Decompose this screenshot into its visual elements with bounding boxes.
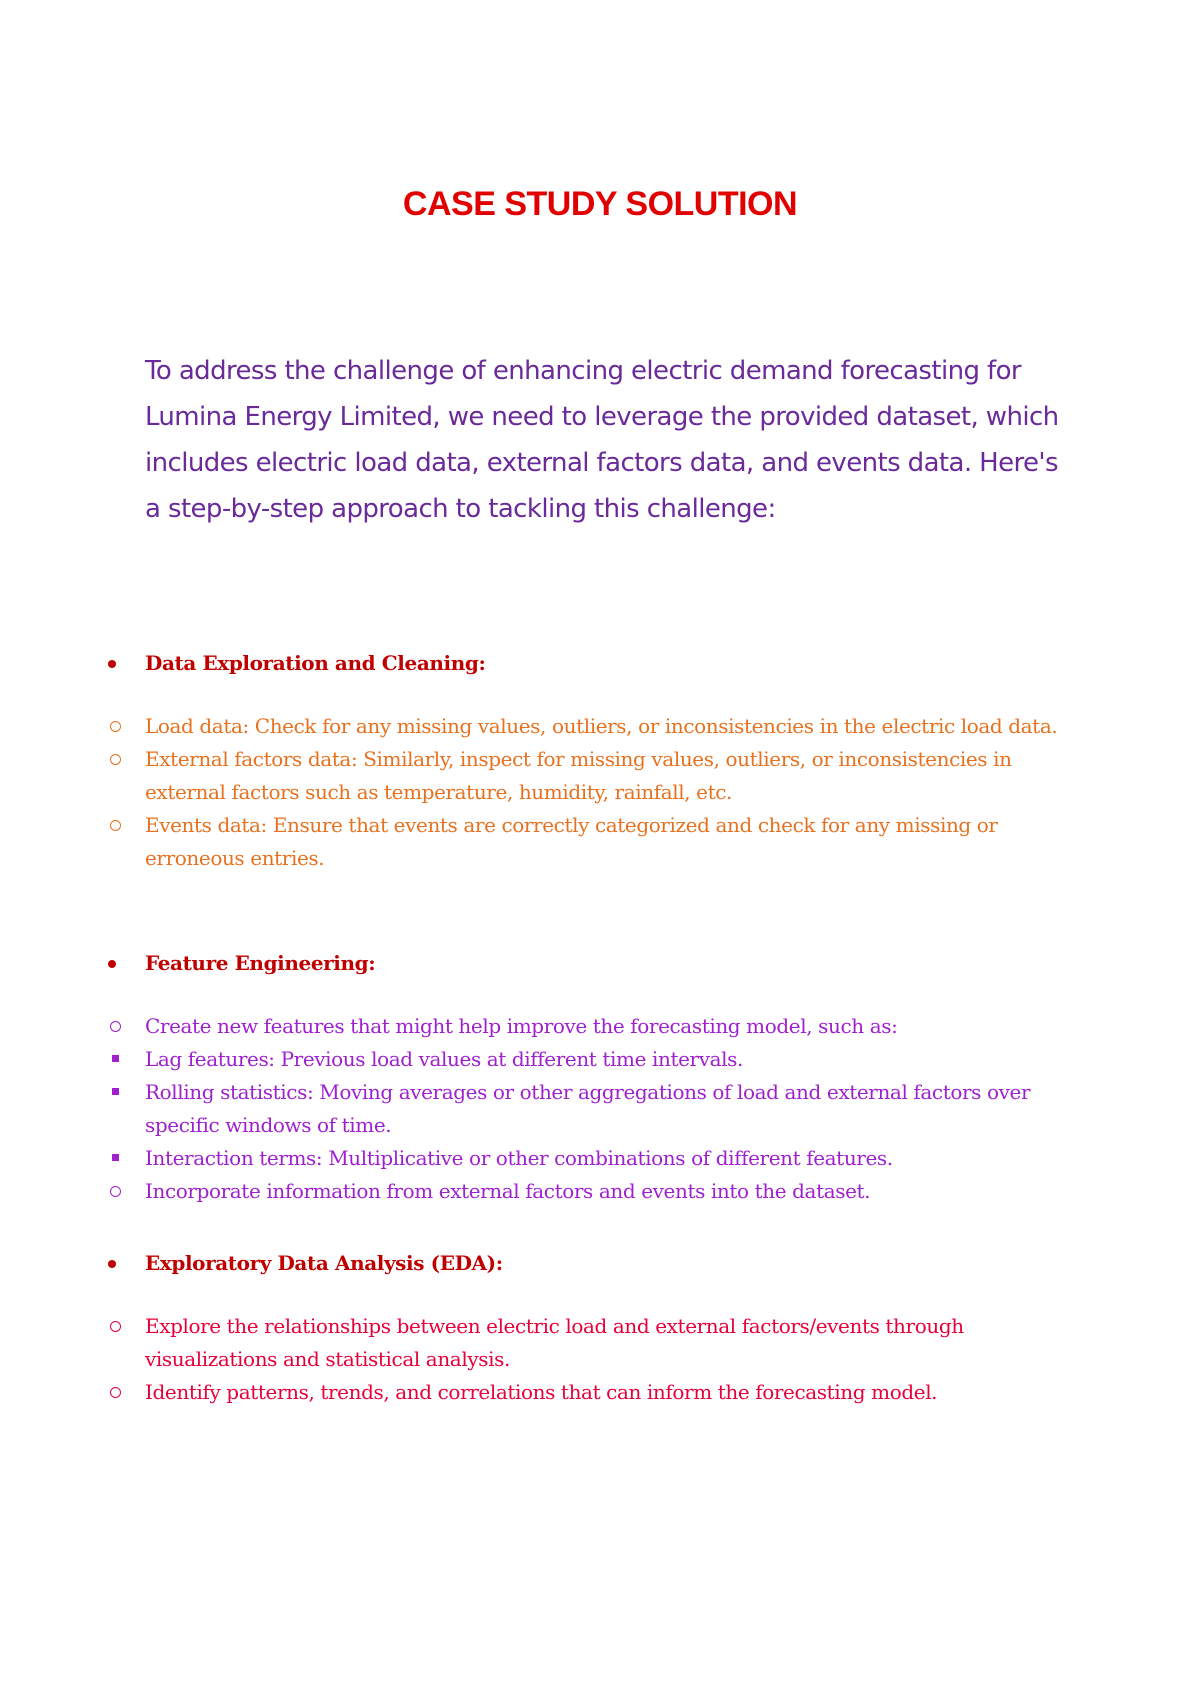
circle-outline-icon <box>105 1310 125 1343</box>
page-title: CASE STUDY SOLUTION <box>402 185 798 223</box>
circle-outline-icon <box>105 710 125 743</box>
list-item-text: Interaction terms: Multiplicative or other combinations of different features. <box>145 1146 893 1170</box>
square-bullet-icon <box>105 1043 125 1076</box>
section-item-list <box>0 1010 1200 1208</box>
section-heading-text: Feature Engineering: <box>145 951 376 975</box>
list-item <box>0 743 1080 809</box>
list-item-text: Create new features that might help improve the forecasting model, such as: <box>145 1014 898 1038</box>
section-heading <box>0 646 1200 680</box>
circle-outline-icon <box>105 1175 125 1208</box>
list-item-text: Rolling statistics: Moving averages or other aggregations of load and external factors over specific windows of time. <box>145 1080 1031 1137</box>
list-item-text: Identify patterns, trends, and correlations that can inform the forecasting model. <box>145 1380 938 1404</box>
list-item <box>0 809 1080 875</box>
filled-bullet-icon <box>108 960 116 968</box>
circle-outline-icon <box>105 743 125 776</box>
list-item-text: Explore the relationships between electric load and external factors/events through visualizations and statistical analysis. <box>145 1314 964 1371</box>
section-heading <box>0 946 1200 980</box>
list-item <box>0 710 1080 743</box>
filled-bullet-icon <box>108 1260 116 1268</box>
circle-outline-icon <box>105 1010 125 1043</box>
section-feature-engineering <box>0 946 1200 1208</box>
circle-outline-icon <box>105 1376 125 1409</box>
list-item <box>0 1076 1080 1142</box>
list-item <box>0 1310 1080 1376</box>
list-item-text: Events data: Ensure that events are correctly categorized and check for any missing or erroneous entries. <box>145 813 998 870</box>
square-bullet-icon <box>105 1142 125 1175</box>
list-item <box>0 1043 1080 1076</box>
section-heading-text: Data Exploration and Cleaning: <box>145 651 486 675</box>
section-item-list <box>0 710 1200 875</box>
section-eda <box>0 1246 1200 1409</box>
list-item <box>0 1010 1080 1043</box>
square-bullet-icon <box>105 1076 125 1109</box>
list-item <box>0 1175 1080 1208</box>
list-item-text: Incorporate information from external factors and events into the dataset. <box>145 1179 871 1203</box>
list-item-text: Lag features: Previous load values at different time intervals. <box>145 1047 743 1071</box>
section-heading-text: Exploratory Data Analysis (EDA): <box>145 1251 503 1275</box>
circle-outline-icon <box>105 809 125 842</box>
intro-paragraph: To address the challenge of enhancing electric demand forecasting for Lumina Energy Limited, we need to leverage the provided dataset, which includes electric load data, external factors data, and events data. Here's a step-by-step approach to tackling this challenge: <box>145 356 1059 524</box>
section-item-list <box>0 1310 1200 1409</box>
list-item <box>0 1376 1080 1409</box>
list-item-text: Load data: Check for any missing values, outliers, or inconsistencies in the electric load data. <box>145 714 1058 738</box>
list-item-text: External factors data: Similarly, inspect for missing values, outliers, or inconsistencies in external factors such as temperature, humidity, rainfall, etc. <box>145 747 1012 804</box>
section-data-exploration <box>0 646 1200 875</box>
filled-bullet-icon <box>108 660 116 668</box>
list-item <box>0 1142 1080 1175</box>
section-heading <box>0 1246 1200 1280</box>
